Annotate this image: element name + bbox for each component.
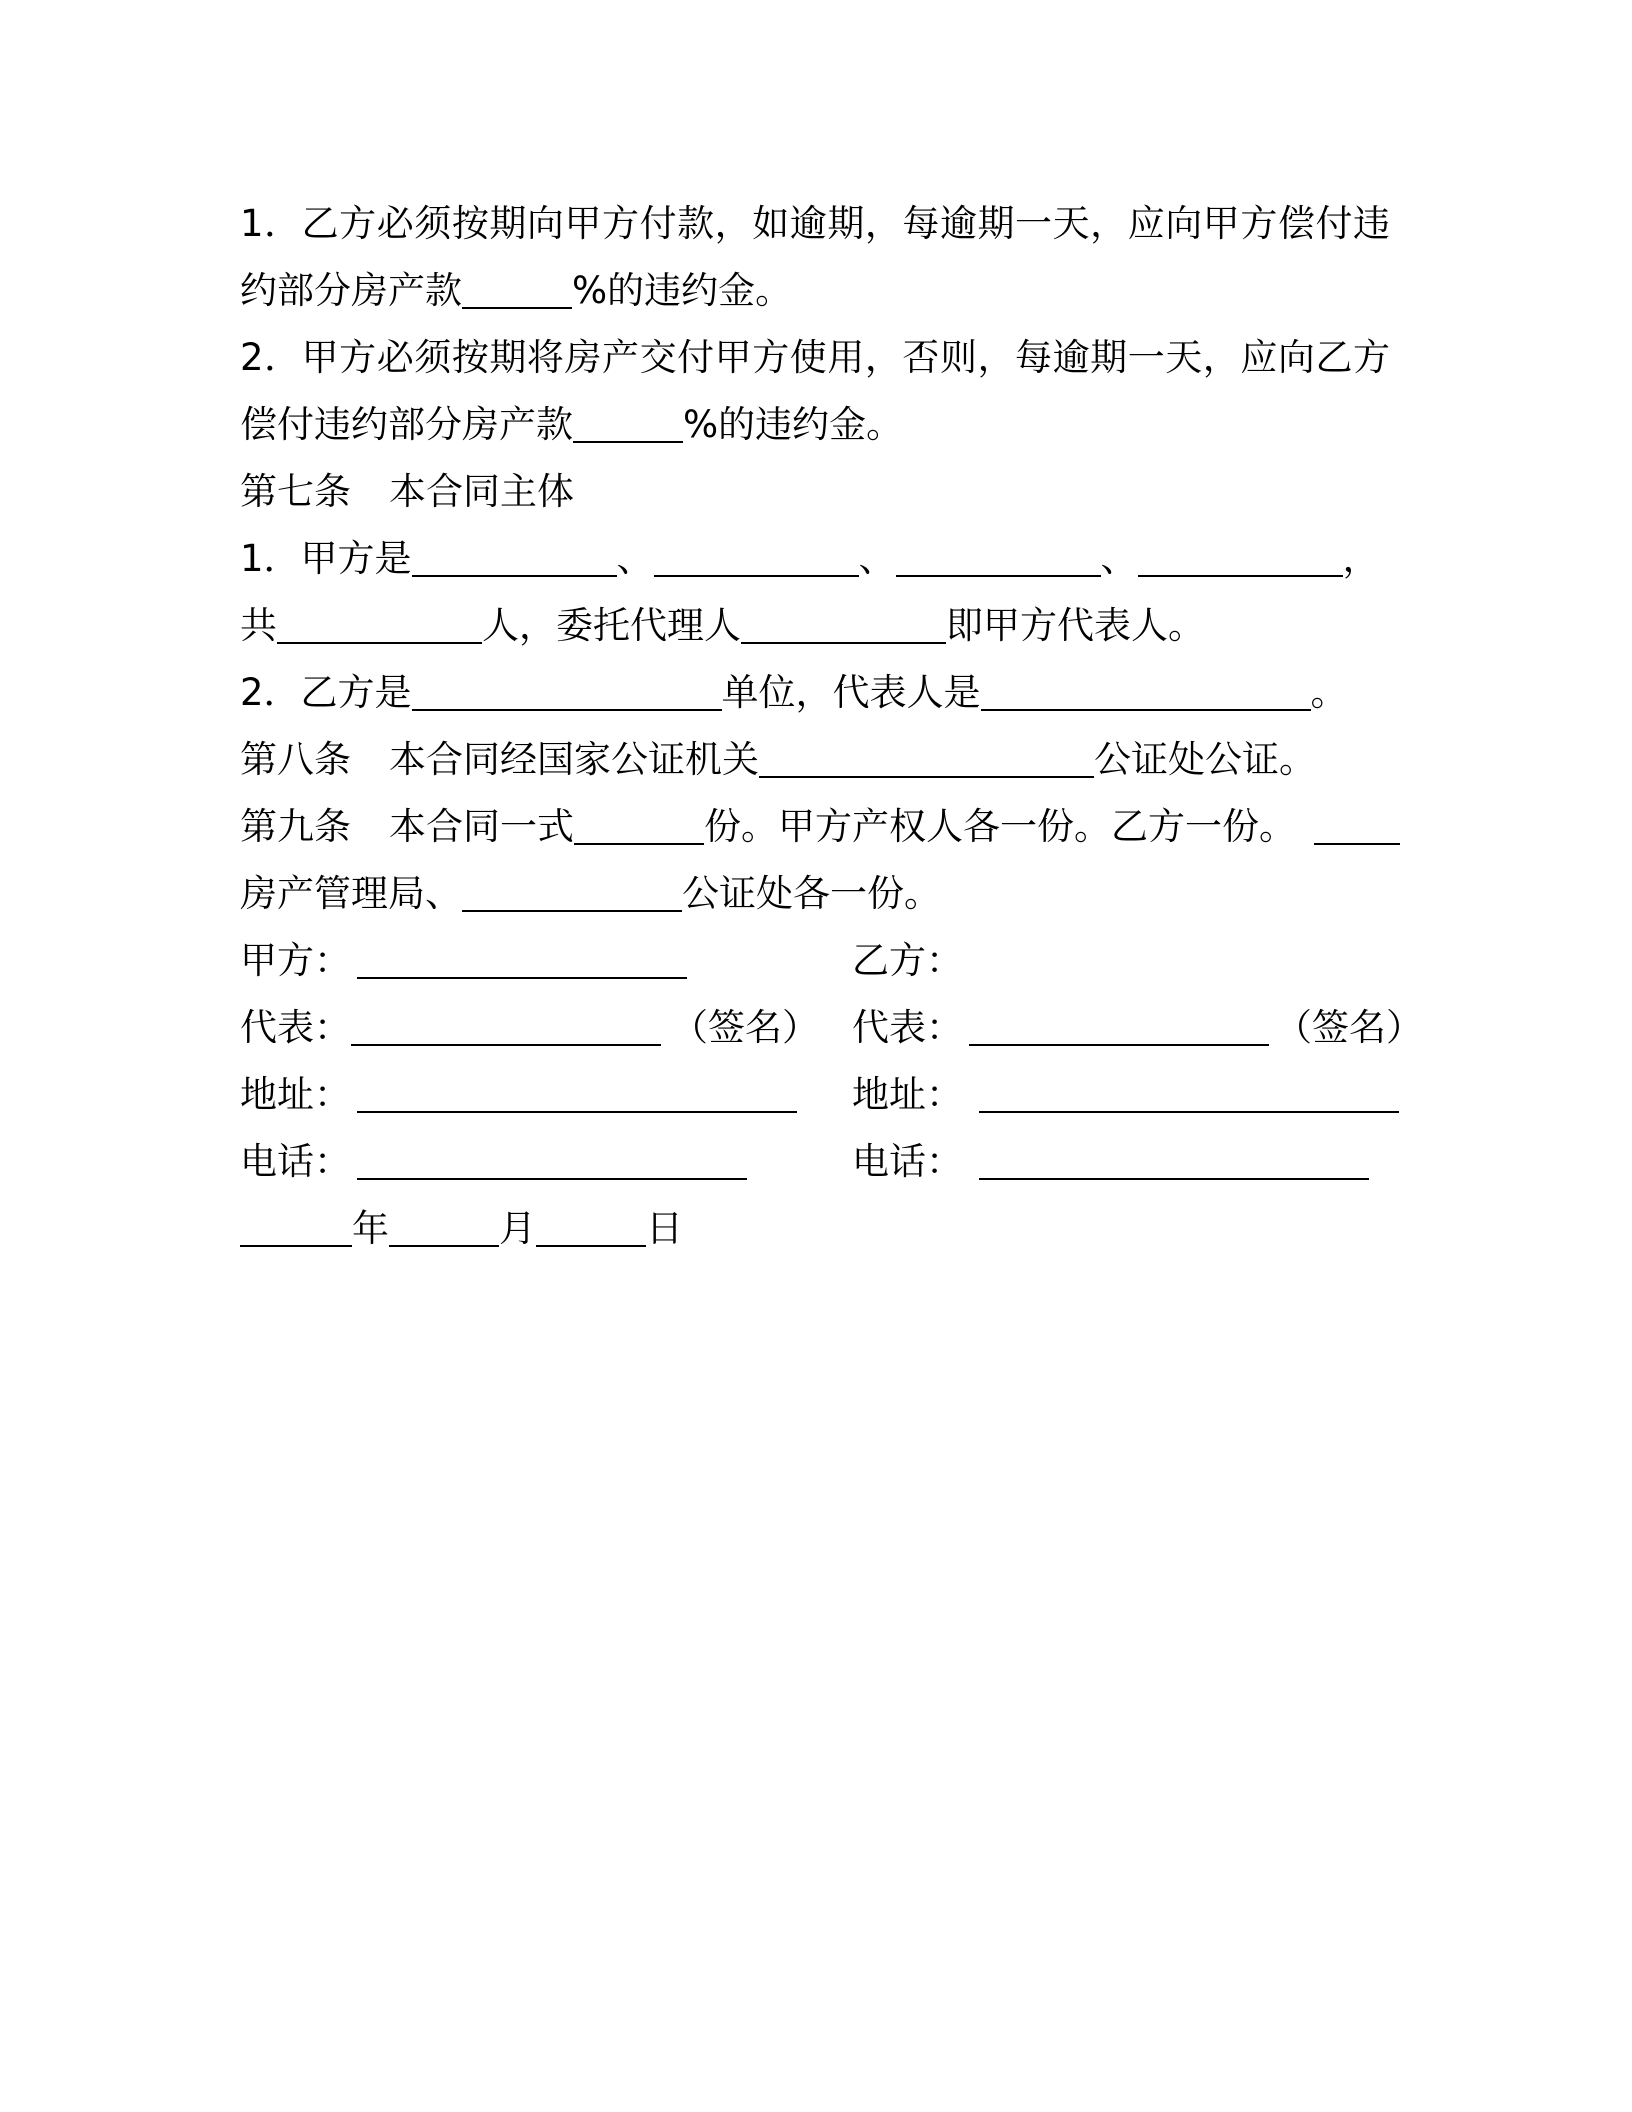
date-row	[240, 1195, 1390, 1262]
article-9-text-end: 公证处各一份。	[682, 872, 941, 915]
article-9-line-2	[240, 860, 1390, 927]
clause-2-text-cont: 偿付违约部分房产款	[240, 403, 573, 446]
article-7-heading	[240, 458, 1390, 525]
month-label: 月	[499, 1207, 536, 1250]
party-b-phone-blank[interactable]	[979, 1142, 1369, 1180]
article-8-text: 本合同经国家公证机关	[389, 738, 759, 781]
party-b-rep-blank[interactable]	[981, 673, 1311, 711]
article-7-item-1-line-2	[240, 592, 1390, 659]
article-8	[240, 726, 1390, 793]
month-blank[interactable]	[389, 1209, 499, 1247]
separator: 、	[858, 537, 896, 580]
party-b-address-label: 地址：	[852, 1073, 963, 1116]
notary-office-blank-2[interactable]	[462, 874, 682, 912]
agent-label: 人，委托代理人	[482, 604, 741, 647]
representative-label: 即甲方代表人。	[946, 604, 1205, 647]
article-9-text-cont: 份。甲方产权人各一份。乙方一份。	[704, 805, 1296, 848]
clause-1-line-1	[240, 190, 1390, 257]
total-label: 共	[240, 604, 277, 647]
party-b-rep-blank[interactable]	[969, 1008, 1269, 1046]
clause-2-text: 2．甲方必须按期将房产交付甲方使用，否则，每逾期一天，应向乙方	[240, 336, 1390, 379]
year-blank[interactable]	[240, 1209, 352, 1247]
party-b-label: 乙方：	[852, 939, 963, 982]
party-b-rep-label: 代表：	[852, 1006, 963, 1049]
penalty-rate-blank-1[interactable]	[462, 271, 572, 309]
year-label: 年	[352, 1207, 389, 1250]
day-label: 日	[646, 1207, 683, 1250]
party-a-name-blank-4[interactable]	[1138, 539, 1343, 577]
article-8-title: 第八条	[240, 738, 351, 781]
clause-1-text: 1．乙方必须按期向甲方付款，如逾期，每逾期一天，应向甲方偿付违	[240, 202, 1390, 245]
article-9-line-1	[240, 793, 1390, 860]
party-a-rep-label: 代表：	[240, 1006, 351, 1049]
article-9-title: 第九条	[240, 805, 351, 848]
signature-address-row	[240, 1061, 1390, 1128]
day-blank[interactable]	[536, 1209, 646, 1247]
clause-2-line-1	[240, 324, 1390, 391]
party-a-name-blank-2[interactable]	[654, 539, 859, 577]
party-a-address-label: 地址：	[240, 1073, 351, 1116]
party-a-phone-label: 电话：	[240, 1140, 351, 1183]
clause-2-text-end: %的违约金。	[683, 403, 904, 446]
signature-phone-row	[240, 1128, 1390, 1195]
notary-office-blank[interactable]	[759, 740, 1094, 778]
copies-count-blank[interactable]	[574, 807, 704, 845]
article-7-heading-text: 本合同主体	[389, 470, 574, 513]
separator: 、	[1100, 537, 1138, 580]
agent-name-blank[interactable]	[741, 606, 946, 644]
party-a-name-blank-3[interactable]	[896, 539, 1101, 577]
article-7-item-2	[240, 659, 1390, 726]
period: 。	[1310, 671, 1348, 714]
contract-page	[240, 190, 1423, 1262]
article-9-bureau: 房产管理局、	[240, 872, 462, 915]
party-a-sign-note: （签名）	[671, 1006, 819, 1049]
separator: 、	[616, 537, 654, 580]
comma: ，	[1342, 537, 1380, 580]
party-a-address-blank[interactable]	[357, 1075, 797, 1113]
clause-1-text-end: %的违约金。	[572, 269, 793, 312]
party-b-sign-note: （签名）	[1275, 1006, 1423, 1049]
people-count-blank[interactable]	[277, 606, 482, 644]
article-9-text: 本合同一式	[389, 805, 574, 848]
party-a-rep-blank[interactable]	[351, 1008, 661, 1046]
party-a-phone-blank[interactable]	[357, 1142, 747, 1180]
penalty-rate-blank-2[interactable]	[573, 405, 683, 443]
article-7-title: 第七条	[240, 470, 351, 513]
party-a-lead: 1．甲方是	[240, 537, 412, 580]
party-b-unit-blank[interactable]	[412, 673, 722, 711]
party-b-phone-label: 电话：	[852, 1140, 963, 1183]
article-8-text-end: 公证处公证。	[1094, 738, 1316, 781]
housing-bureau-blank[interactable]	[1314, 807, 1400, 845]
clause-1-text-cont: 约部分房产款	[240, 269, 462, 312]
unit-label: 单位，代表人是	[721, 671, 981, 714]
signature-party-row	[240, 927, 1390, 994]
party-a-name-blank-1[interactable]	[412, 539, 617, 577]
article-7-item-1-line-1	[240, 525, 1390, 592]
clause-1-line-2	[240, 257, 1390, 324]
clause-2-line-2	[240, 391, 1390, 458]
party-b-lead: 2．乙方是	[240, 671, 412, 714]
party-a-signature-blank[interactable]	[357, 941, 687, 979]
party-b-address-blank[interactable]	[979, 1075, 1399, 1113]
signature-rep-row	[240, 994, 1423, 1061]
party-a-label: 甲方：	[240, 939, 351, 982]
